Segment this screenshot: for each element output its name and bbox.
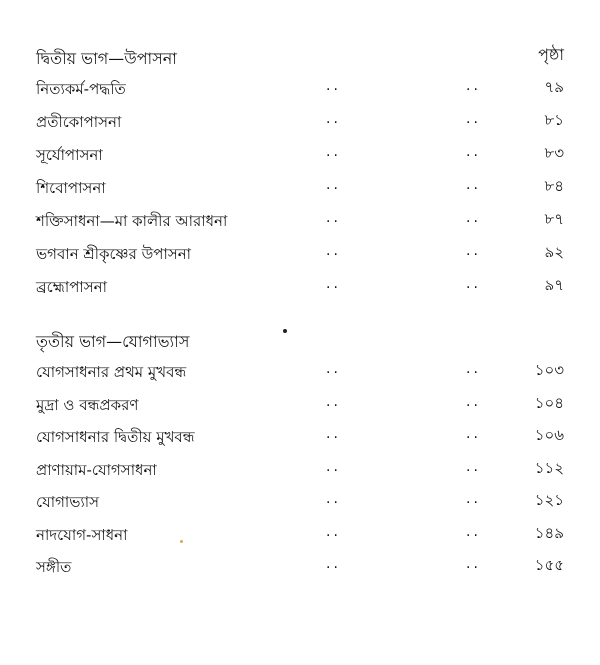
toc-entry-title: শিবোপাসনা [36,179,106,197]
toc-row [36,138,564,171]
leader-dots: .. [326,243,341,259]
leader-dots: .. [326,111,341,127]
toc-row [36,550,564,583]
toc-list [36,72,564,303]
ink-speck [180,540,183,543]
toc-row [36,388,564,421]
toc-page-number: ৯২ [544,243,564,261]
leader-dots: .. [466,144,481,160]
toc-row [36,485,564,518]
page-column-header: পৃষ্ঠা [538,45,564,64]
toc-page-number: ১০৬ [534,426,564,444]
leader-dots: .. [466,523,481,540]
leader-dots: .. [326,393,341,410]
toc-entry-title: নিত্যকর্ম-পদ্ধতি [36,80,126,98]
leader-dots: .. [466,111,481,127]
toc-entry-title: ভগবান শ্রীকৃষ্ণের উপাসনা [36,245,192,263]
toc-page-number: ১৫৫ [534,556,564,574]
section-title: দ্বিতীয় ভাগ—উপাসনা [36,49,177,68]
toc-page-number: ৮৩ [544,144,564,162]
toc-page-number: ১০৩ [534,361,564,379]
toc-entry-title: সঙ্গীত [36,558,72,576]
leader-dots: .. [466,491,481,507]
ink-speck [283,329,287,333]
toc-page-number: ১২১ [534,491,564,509]
toc-page-number: ১৪৯ [534,523,564,542]
toc-entry-title: নাদযোগ-সাধনা [36,525,128,544]
toc-entry-title: যোগসাধনার প্রথম মুখবন্ধ [36,363,187,381]
section-title: তৃতীয় ভাগ—যোগাভ্যাস [36,332,190,351]
leader-dots: .. [326,144,341,160]
leader-dots: .. [466,458,481,475]
toc-entry-title: মুদ্রা ও বন্ধপ্রকরণ [36,395,139,414]
toc-entry-title: যোগসাধনার দ্বিতীয় মুখবন্ধ [36,428,195,446]
leader-dots: .. [326,177,341,193]
toc-row [36,355,564,388]
leader-dots: .. [466,393,481,410]
toc-row [36,453,564,486]
toc-page-number: ৭৯ [544,78,564,96]
leader-dots: .. [326,523,341,540]
toc-row [36,72,564,105]
toc-list [36,355,564,583]
toc-entry-title: প্রাণায়াম-যোগসাধনা [36,460,157,479]
toc-row [36,171,564,204]
leader-dots: .. [326,491,341,507]
leader-dots: .. [326,556,341,572]
toc-row [36,237,564,270]
leader-dots: .. [466,243,481,259]
toc-page-number: ১০৪ [534,393,564,412]
leader-dots: .. [326,426,341,442]
toc-entry-title: শক্তিসাধনা—মা কালীর আরাধনা [36,212,228,230]
toc-page-number: ৯৭ [544,276,564,294]
toc-page-number: ৮৪ [544,177,564,195]
toc-page-number: ৮১ [544,111,564,129]
leader-dots: .. [466,78,481,94]
leader-dots: .. [466,276,481,292]
toc-row [36,270,564,303]
leader-dots: .. [326,78,341,94]
toc-section-yogabhyas [36,323,564,583]
toc-row [36,204,564,237]
leader-dots: .. [466,361,481,377]
leader-dots: .. [326,361,341,377]
toc-entry-title: সূর্যোপাসনা [36,146,103,164]
toc-row [36,518,564,551]
toc-entry-title: প্রতীকোপাসনা [36,113,122,131]
toc-page-number: ৮৭ [544,210,564,228]
leader-dots: .. [326,210,341,226]
toc-entry-title: যোগাভ্যাস [36,493,100,511]
section-header [36,323,564,355]
toc-entry-title: ব্রহ্মোপাসনা [36,278,107,296]
leader-dots: .. [466,556,481,572]
leader-dots: .. [466,426,481,442]
leader-dots: .. [326,458,341,475]
section-header [36,40,564,72]
leader-dots: .. [466,177,481,193]
leader-dots: .. [466,210,481,226]
toc-page-number: ১১২ [534,458,564,477]
toc-row [36,105,564,138]
toc-row [36,420,564,453]
leader-dots: .. [326,276,341,292]
toc-section-upasana [36,40,564,303]
